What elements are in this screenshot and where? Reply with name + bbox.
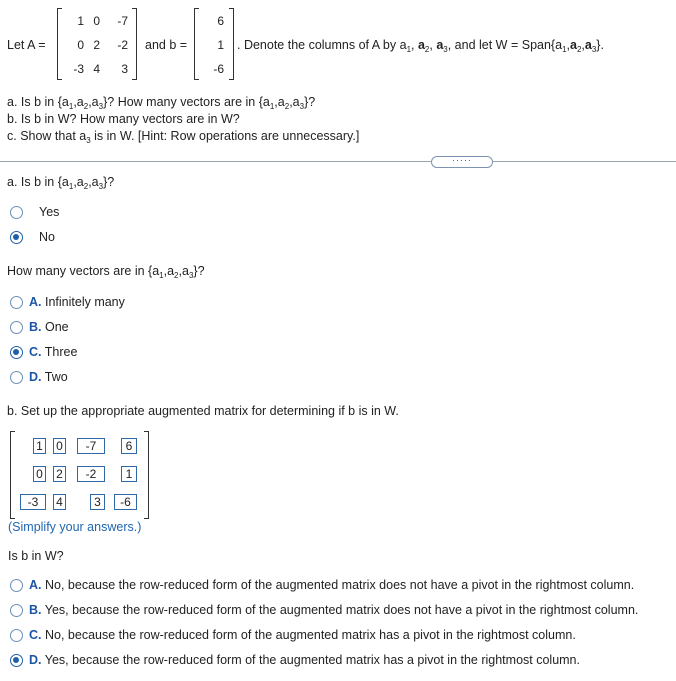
vector-b-cell: 6 — [217, 14, 224, 28]
no-label[interactable]: No — [39, 230, 55, 244]
w-option-a-radio[interactable] — [10, 579, 23, 592]
aug-cell-input[interactable]: 4 — [53, 494, 66, 510]
aug-cell-input[interactable]: 1 — [33, 438, 46, 454]
let-a-label: Let A = — [7, 38, 46, 52]
w-option-a[interactable]: A. No, because the row-reduced form of the augmented matrix does not have a pivot in the rightmost column. — [29, 578, 635, 592]
aug-cell-input[interactable]: 0 — [33, 466, 46, 482]
vector-b-cell: 1 — [217, 38, 224, 52]
simplify-hint: (Simplify your answers.) — [8, 520, 142, 534]
part-a-heading: a. Is b in $\{a_1,a_2,a_3\}$? — [7, 175, 115, 191]
matrix-a-cell: 4 — [93, 62, 100, 76]
vector-b-right-bracket — [229, 8, 234, 80]
w-option-d-radio[interactable] — [10, 654, 23, 667]
count-option-b-radio[interactable] — [10, 321, 23, 334]
aug-cell-input[interactable]: 3 — [90, 494, 105, 510]
count-question: How many vectors are in $\{a_1,a_2,a_3\}$? — [7, 264, 205, 280]
aug-cell-input[interactable]: -7 — [77, 438, 105, 454]
matrix-a-cell: 0 — [77, 38, 84, 52]
vector-b-cell: -6 — [213, 62, 224, 76]
aug-cell-input[interactable]: 1 — [121, 466, 137, 482]
matrix-a-cell: 2 — [93, 38, 100, 52]
question-a-text: a. Is b in $\{a_1,a_2,a_3\}$? How many vectors are in $\{a_1,a_2,a_3\}$? — [7, 95, 316, 111]
matrix-a-cell: -7 — [117, 14, 128, 28]
question-c-text: c. Show that $a_3$ is in W. [Hint: Row operations are unnecessary.] — [7, 129, 360, 145]
yes-radio[interactable] — [10, 206, 23, 219]
w-option-d[interactable]: D. Yes, because the row-reduced form of the augmented matrix has a pivot in the rightmost column. — [29, 653, 580, 667]
part-b-heading: b. Set up the appropriate augmented matrix for determining if b is in W. — [7, 404, 399, 418]
no-radio[interactable] — [10, 231, 23, 244]
aug-cell-input[interactable]: -2 — [77, 466, 105, 482]
matrix-a-cell: 0 — [93, 14, 100, 28]
count-option-a-radio[interactable] — [10, 296, 23, 309]
count-option-d-radio[interactable] — [10, 371, 23, 384]
count-option-d[interactable]: D. Two — [29, 370, 68, 384]
count-option-a[interactable]: A. Infinitely many — [29, 295, 125, 309]
matrix-a-cell: 3 — [121, 62, 128, 76]
matrix-a-cell: -3 — [73, 62, 84, 76]
and-b-label: and b = — [145, 38, 188, 52]
denote-text: . Denote the columns of A by $a_1$, $a_2$, $a_3$, and let $W = Span\{a_1,a_2,a_3\}$. — [237, 38, 604, 54]
w-option-c-radio[interactable] — [10, 629, 23, 642]
count-option-c-radio[interactable] — [10, 346, 23, 359]
matrix-a-cell: 1 — [77, 14, 84, 28]
question-b-text: b. Is b in W? How many vectors are in W? — [7, 112, 240, 126]
matrix-a-right-bracket — [132, 8, 137, 80]
is-b-in-w-question: Is b in W? — [8, 549, 64, 563]
aug-matrix-right-bracket — [144, 431, 149, 519]
vector-b-left-bracket — [194, 8, 199, 80]
w-option-b-radio[interactable] — [10, 604, 23, 617]
aug-matrix-left-bracket — [10, 431, 15, 519]
aug-cell-input[interactable]: -6 — [114, 494, 137, 510]
w-option-b[interactable]: B. Yes, because the row-reduced form of the augmented matrix does not have a pivot in the rightmost column. — [29, 603, 639, 617]
count-option-b[interactable]: B. One — [29, 320, 69, 334]
section-divider — [0, 161, 676, 162]
count-option-c[interactable]: C. Three — [29, 345, 78, 359]
aug-cell-input[interactable]: 6 — [121, 438, 137, 454]
matrix-a-cell: -2 — [117, 38, 128, 52]
aug-cell-input[interactable]: 0 — [53, 438, 66, 454]
aug-cell-input[interactable]: -3 — [20, 494, 46, 510]
expand-divider-button[interactable]: ····· — [431, 156, 493, 168]
yes-label[interactable]: Yes — [39, 205, 60, 219]
w-option-c[interactable]: C. No, because the row-reduced form of the augmented matrix has a pivot in the rightmost column. — [29, 628, 576, 642]
aug-cell-input[interactable]: 2 — [53, 466, 66, 482]
